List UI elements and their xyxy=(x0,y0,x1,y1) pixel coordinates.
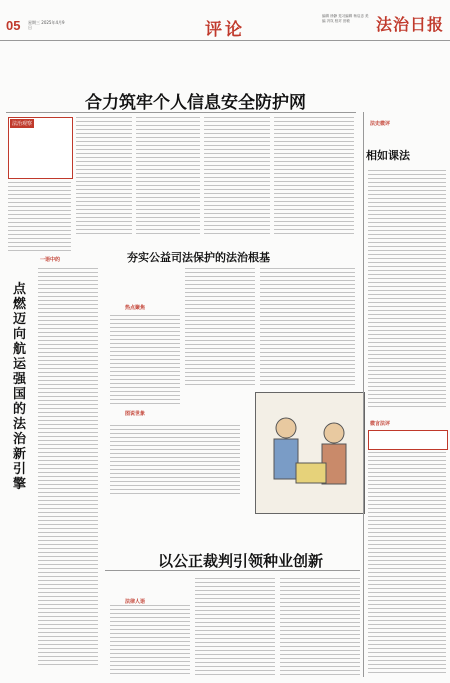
article-text xyxy=(280,578,360,675)
article-text xyxy=(274,117,354,237)
bottom-headline: 以公正裁判引领种业创新 xyxy=(158,553,324,570)
divider xyxy=(105,570,360,571)
article-text xyxy=(204,117,270,237)
side-tag: 一语中的 xyxy=(40,257,61,263)
page-number: 05 xyxy=(6,18,21,33)
column-divider xyxy=(363,112,364,677)
divider xyxy=(6,112,356,113)
section-title: 评论 xyxy=(205,20,245,39)
middle-tag: 热点聚焦 xyxy=(125,305,146,311)
article-text xyxy=(76,117,132,237)
column-headline: 相如课法 xyxy=(366,150,410,162)
article-text xyxy=(136,117,200,237)
side-headline: 点燃迈向航运强国的法治新引擎 xyxy=(13,282,27,492)
article-text xyxy=(110,605,190,675)
highlight-box xyxy=(368,430,448,450)
middle-headline: 夯实公益司法保护的法治根基 xyxy=(127,252,270,264)
cartoon-figure-icon xyxy=(256,393,364,513)
article-text xyxy=(110,315,180,405)
editor-line: 编辑 徐静 见习编辑 杨启忠 美编 冯岚 校对 田敏 xyxy=(322,14,369,23)
date-line: 星期三 2025年4月9日 xyxy=(28,20,65,30)
masthead-logo: 法治日报 xyxy=(376,17,445,34)
article-text xyxy=(195,578,275,675)
lower-right-tag: 微言法评 xyxy=(370,421,391,427)
box-tag: 法治观察 xyxy=(12,121,33,127)
article-text xyxy=(8,182,71,252)
article-text xyxy=(185,268,255,388)
article-text xyxy=(260,268,355,388)
article-text xyxy=(38,268,98,668)
cartoon-tag: 图说世象 xyxy=(125,411,146,417)
cartoon-caption xyxy=(110,425,240,495)
bottom-tag: 法律人语 xyxy=(125,599,146,605)
cartoon-illustration xyxy=(255,392,365,514)
column-header: 法史微评 xyxy=(370,121,391,127)
page-header xyxy=(0,0,450,41)
article-text xyxy=(368,170,446,410)
article-text xyxy=(368,452,446,674)
main-headline: 合力筑牢个人信息安全防护网 xyxy=(85,93,306,112)
